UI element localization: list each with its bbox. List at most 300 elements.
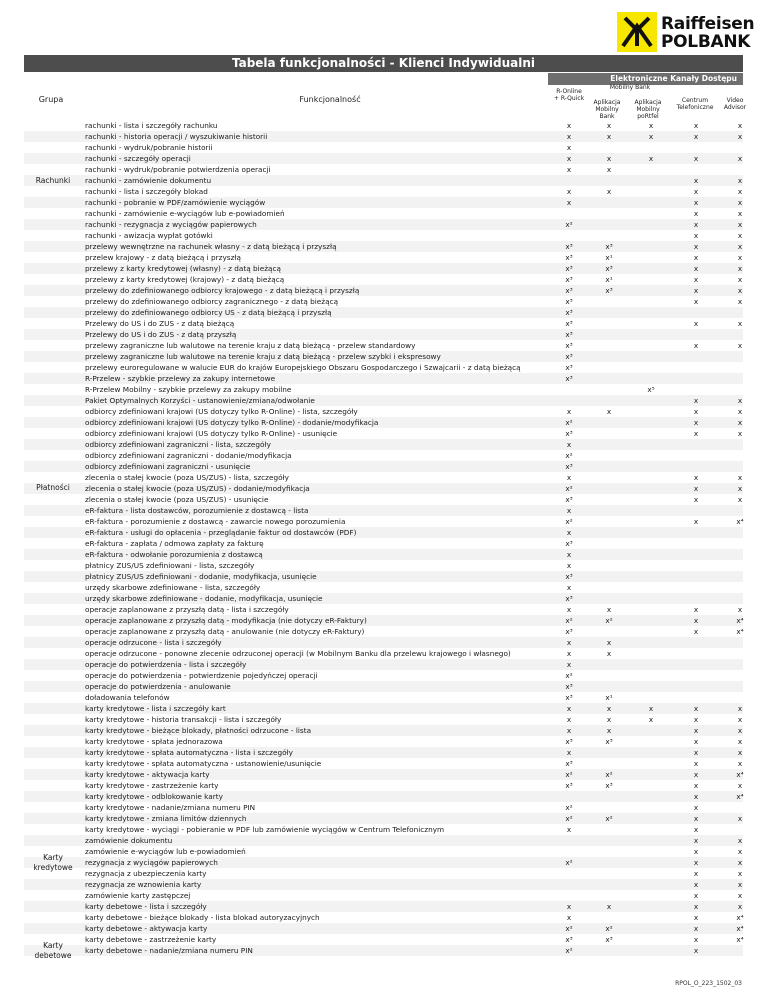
group-karty-debetowe: Karty debetowe	[34, 941, 72, 960]
table-row	[24, 615, 743, 626]
function-label: rachunki - wydruk/pobranie potwierdzenia operacji	[85, 165, 271, 174]
header-centrum: Centrum Telefoniczne	[676, 97, 714, 111]
availability-cell: x	[606, 649, 612, 658]
table-row	[24, 439, 743, 450]
availability-cell: x	[693, 627, 699, 636]
function-label: przelewy do zdefiniowanego odbiorcy zagranicznego - z datą bieżącą	[85, 297, 339, 306]
function-label: eR-faktura - zapłata / odmowa zapłaty za fakturę	[85, 539, 264, 548]
availability-cell: x	[737, 121, 743, 130]
function-label: urzędy skarbowe zdefiniowane - dodanie, modyfikacja, usunięcie	[85, 594, 323, 603]
function-label: zlecenia o stałej kwocie (poza US/ZUS) - dodanie/modyfikacja	[85, 484, 310, 493]
availability-cell: x³	[565, 759, 573, 768]
table-row	[24, 285, 743, 296]
availability-cell: x	[693, 770, 699, 779]
table-row	[24, 307, 743, 318]
availability-cell: x	[737, 869, 743, 878]
availability-cell: x³	[565, 363, 573, 372]
availability-cell: x³	[565, 319, 573, 328]
availability-cell: x³	[565, 308, 573, 317]
function-label: karty debetowe - aktywacja karty	[85, 924, 208, 933]
availability-cell: x	[566, 715, 572, 724]
availability-cell: x²	[565, 418, 573, 427]
availability-cell: x	[606, 704, 612, 713]
table-row	[24, 945, 743, 956]
availability-cell: x⁴	[736, 616, 744, 625]
function-label: rachunki - szczegóły operacji	[85, 154, 191, 163]
function-label: karty kredytowe - spłata automatyczna - ustanowienie/usunięcie	[85, 759, 322, 768]
table-row	[24, 131, 743, 142]
availability-cell: x	[566, 825, 572, 834]
header-funkcjonalnosc: Funkcjonalność	[299, 95, 361, 104]
function-label: odbiorcy zdefiniowani zagraniczni - lista, szczegóły	[85, 440, 271, 449]
function-label: przelewy zagraniczne lub walutowe na terenie kraju z datą bieżącą - przelew standardowy	[85, 341, 416, 350]
availability-cell: x	[648, 154, 654, 163]
availability-cell: x	[606, 154, 612, 163]
function-label: operacje zaplanowane z przyszłą datą - modyfikacja (nie dotyczy eR-Faktury)	[85, 616, 367, 625]
availability-cell: x	[693, 792, 699, 801]
availability-cell: x⁴	[736, 517, 744, 526]
availability-cell: x³	[605, 264, 613, 273]
function-label: karty kredytowe - aktywacja karty	[85, 770, 210, 779]
availability-cell: x	[566, 638, 572, 647]
availability-cell: x	[693, 275, 699, 284]
function-label: rachunki - pobranie w PDF/zamówienie wyciągów	[85, 198, 266, 207]
table-row	[24, 241, 743, 252]
table-row	[24, 153, 743, 164]
table-row	[24, 472, 743, 483]
function-label: rachunki - lista i szczegóły rachunku	[85, 121, 218, 130]
availability-cell: x	[737, 176, 743, 185]
availability-cell: x	[693, 847, 699, 856]
table-row	[24, 626, 743, 637]
function-label: karty kredytowe - zmiana limitów dziennych	[85, 814, 247, 823]
availability-cell: x	[737, 242, 743, 251]
availability-cell: x³	[565, 594, 573, 603]
availability-cell: x	[737, 154, 743, 163]
availability-cell: x²	[565, 451, 573, 460]
availability-cell: x	[693, 913, 699, 922]
availability-cell: x	[737, 495, 743, 504]
availability-cell: x	[566, 187, 572, 196]
function-label: rachunki - wydruk/pobranie historii	[85, 143, 213, 152]
function-label: eR-faktura - lista dostawców, porozumienie z dostawcą - lista	[85, 506, 309, 515]
function-label: karty debetowe - zastrzeżenie karty	[85, 935, 217, 944]
availability-cell: x³	[565, 495, 573, 504]
availability-cell: x	[648, 704, 654, 713]
availability-cell: x	[693, 154, 699, 163]
availability-cell: x	[566, 143, 572, 152]
availability-cell: x	[693, 781, 699, 790]
table-row	[24, 494, 743, 505]
availability-cell: x	[693, 418, 699, 427]
table-row	[24, 802, 743, 813]
availability-cell: x	[606, 187, 612, 196]
table-row	[24, 846, 743, 857]
availability-cell: x	[648, 715, 654, 724]
availability-cell: x	[693, 803, 699, 812]
availability-cell: x	[693, 858, 699, 867]
group-rachunki: Rachunki	[35, 176, 71, 185]
table-row	[24, 164, 743, 175]
function-label: eR-faktura - odwołanie porozumienia z dostawcą	[85, 550, 263, 559]
availability-cell: x	[737, 286, 743, 295]
table-row	[24, 725, 743, 736]
table-row	[24, 142, 743, 153]
table-row	[24, 549, 743, 560]
document-code: RPOL_O_223_1502_03	[675, 980, 742, 987]
function-label: przelewy z karty kredytowej (krajowy) - z datą bieżącą	[85, 275, 285, 284]
table-row	[24, 208, 743, 219]
availability-cell: x³	[605, 286, 613, 295]
function-label: przelewy z karty kredytowej (własny) - z datą bieżącą	[85, 264, 281, 273]
function-label: odbiorcy zdefiniowani krajowi (US dotyczy tylko R-Online) - dodanie/modyfikacja	[85, 418, 379, 427]
availability-cell: x³	[565, 429, 573, 438]
availability-cell: x²	[565, 770, 573, 779]
function-label: karty debetowe - nadanie/zmiana numeru PIN	[85, 946, 253, 955]
availability-cell: x	[737, 484, 743, 493]
function-label: R-Przelew Mobilny - szybkie przelewy za zakupy mobilne	[85, 385, 292, 394]
availability-cell: x²	[565, 946, 573, 955]
table-row	[24, 560, 743, 571]
function-label: eR-faktura - usługi do opłacenia - przeglądanie faktur od dostawców (PDF)	[85, 528, 357, 537]
availability-cell: x³	[565, 242, 573, 251]
function-label: doładowania telefonów	[85, 693, 170, 702]
availability-cell: x	[693, 869, 699, 878]
availability-cell: x	[737, 748, 743, 757]
availability-cell: x	[737, 253, 743, 262]
availability-cell: x	[737, 418, 743, 427]
availability-cell: x	[566, 649, 572, 658]
table-row	[24, 637, 743, 648]
availability-cell: x	[693, 726, 699, 735]
availability-cell: x	[737, 429, 743, 438]
table-row	[24, 340, 743, 351]
table-row	[24, 736, 743, 747]
table-row	[24, 362, 743, 373]
availability-cell: x	[606, 715, 612, 724]
table-row	[24, 648, 743, 659]
table-row	[24, 450, 743, 461]
availability-cell: x⁴	[736, 913, 744, 922]
channels-header: Elektroniczne Kanały Dostępu	[548, 73, 743, 85]
function-label: zamówienie e-wyciągów lub e-powiadomień	[85, 847, 246, 856]
availability-cell: x	[737, 891, 743, 900]
availability-cell: x	[737, 836, 743, 845]
table-row	[24, 197, 743, 208]
availability-cell: x	[566, 528, 572, 537]
function-label: przelewy do zdefiniowanego odbiorcy krajowego - z datą bieżącą i przyszłą	[85, 286, 360, 295]
availability-cell: x	[693, 737, 699, 746]
availability-cell: x³	[565, 462, 573, 471]
availability-cell: x³	[565, 341, 573, 350]
function-label: karty debetowe - lista i szczegóły	[85, 902, 207, 911]
table-row	[24, 604, 743, 615]
availability-cell: x	[606, 407, 612, 416]
function-label: odbiorcy zdefiniowani zagraniczni - dodanie/modyfikacja	[85, 451, 292, 460]
availability-cell: x	[566, 913, 572, 922]
table-row	[24, 758, 743, 769]
function-label: zamówienie dokumentu	[85, 836, 173, 845]
availability-cell: x	[566, 506, 572, 515]
availability-cell: x³	[605, 935, 613, 944]
table-row	[24, 428, 743, 439]
availability-cell: x	[693, 396, 699, 405]
table-row	[24, 230, 743, 241]
availability-cell: x	[566, 473, 572, 482]
availability-cell: x	[737, 814, 743, 823]
function-label: R-Przelew - szybkie przelewy za zakupy internetowe	[85, 374, 276, 383]
availability-cell: x	[606, 726, 612, 735]
availability-cell: x	[566, 165, 572, 174]
availability-cell: x³	[565, 374, 573, 383]
availability-cell: x	[566, 748, 572, 757]
availability-cell: x²	[605, 814, 613, 823]
function-label: rachunki - zamówienie e-wyciągów lub e-powiadomień	[85, 209, 285, 218]
function-label: karty kredytowe - lista i szczegóły kart	[85, 704, 226, 713]
availability-cell: x	[606, 121, 612, 130]
function-label: karty kredytowe - zastrzeżenie karty	[85, 781, 219, 790]
function-label: Przelewy do US i do ZUS - z datą bieżącą	[85, 319, 235, 328]
table-row	[24, 901, 743, 912]
table-row	[24, 659, 743, 670]
table-row	[24, 274, 743, 285]
availability-cell: x	[693, 484, 699, 493]
table-row	[24, 186, 743, 197]
function-label: urzędy skarbowe zdefiniowane - lista, szczegóły	[85, 583, 261, 592]
page-title: Tabela funkcjonalności - Klienci Indywidualni	[24, 55, 743, 72]
availability-cell: x	[737, 220, 743, 229]
table-row	[24, 681, 743, 692]
availability-cell: x	[693, 253, 699, 262]
availability-cell: x	[737, 847, 743, 856]
availability-cell: x³	[565, 572, 573, 581]
function-label: operacje do potwierdzenia - anulowanie	[85, 682, 231, 691]
function-label: rezygnacja z ubezpieczenia karty	[85, 869, 207, 878]
availability-cell: x²	[565, 220, 573, 229]
availability-cell: x	[737, 605, 743, 614]
table-row	[24, 703, 743, 714]
availability-cell: x	[737, 132, 743, 141]
function-label: operacje zaplanowane z przyszłą datą - lista i szczegóły	[85, 605, 289, 614]
availability-cell: x	[693, 814, 699, 823]
function-label: zlecenia o stałej kwocie (poza US/ZUS) - lista, szczegóły	[85, 473, 289, 482]
function-label: zamówienie karty zastępczej	[85, 891, 191, 900]
availability-cell: x²	[565, 616, 573, 625]
function-label: zlecenia o stałej kwocie (poza US/ZUS) - usunięcie	[85, 495, 269, 504]
function-label: płatnicy ZUS/US zdefiniowani - dodanie, modyfikacja, usunięcie	[85, 572, 317, 581]
table-row	[24, 538, 743, 549]
availability-cell: x	[693, 132, 699, 141]
function-label: rachunki - awizacja wypłat gotówki	[85, 231, 213, 240]
availability-cell: x	[693, 242, 699, 251]
availability-cell: x	[693, 616, 699, 625]
availability-cell: x³	[565, 264, 573, 273]
table-row	[24, 461, 743, 472]
table-row	[24, 912, 743, 923]
table-row	[24, 835, 743, 846]
function-label: rachunki - historia operacji / wyszukiwanie historii	[85, 132, 268, 141]
availability-cell: x	[737, 858, 743, 867]
function-label: przelewy euroregulowane w walucie EUR do krajów Europejskiego Obszaru Gospodarczego i Szwajcarii - z datą bieżącą	[85, 363, 521, 372]
table-row	[24, 384, 743, 395]
availability-cell: x	[737, 759, 743, 768]
availability-cell: x⁴	[736, 935, 744, 944]
availability-cell: x	[737, 880, 743, 889]
function-label: karty kredytowe - nadanie/zmiana numeru PIN	[85, 803, 256, 812]
availability-cell: x³	[565, 330, 573, 339]
table-row	[24, 571, 743, 582]
table-row	[24, 318, 743, 329]
function-label: operacje do potwierdzenia - potwierdzenie pojedyńczej operacji	[85, 671, 318, 680]
brand-line1: Raiffeisen	[661, 14, 755, 34]
availability-cell: x³	[605, 737, 613, 746]
function-label: odbiorcy zdefiniowani krajowi (US dotyczy tylko R-Online) - usunięcie	[85, 429, 338, 438]
availability-cell: x	[693, 264, 699, 273]
availability-cell: x⁴	[736, 770, 744, 779]
availability-cell: x²	[605, 616, 613, 625]
availability-cell: x	[566, 704, 572, 713]
availability-cell: x¹	[605, 275, 613, 284]
table-row	[24, 373, 743, 384]
header-app-mobile-bank: Aplikacja Mobilny Bank	[593, 99, 621, 120]
availability-cell: x	[693, 935, 699, 944]
function-label: przelewy zagraniczne lub walutowe na terenie kraju z datą bieżącą - przelew szybki i ekspresowy	[85, 352, 441, 361]
table-row	[24, 879, 743, 890]
availability-cell: x	[737, 264, 743, 273]
availability-cell: x	[737, 231, 743, 240]
table-row	[24, 417, 743, 428]
availability-cell: x³	[565, 935, 573, 944]
availability-cell: x	[566, 660, 572, 669]
table-row	[24, 120, 743, 131]
function-label: przelew krajowy - z datą bieżącą i przyszłą	[85, 253, 241, 262]
availability-cell: x	[606, 605, 612, 614]
availability-cell: x	[566, 561, 572, 570]
availability-cell: x	[693, 319, 699, 328]
table-row	[24, 791, 743, 802]
availability-cell: x¹	[605, 693, 613, 702]
function-label: rachunki - zamówienie dokumentu	[85, 176, 212, 185]
availability-cell: x	[693, 517, 699, 526]
table-row	[24, 395, 743, 406]
table-row	[24, 175, 743, 186]
header-app-portfel: Aplikacja Mobilny poRtfel	[634, 99, 662, 120]
function-label: karty kredytowe - wyciągi - pobieranie w PDF lub zamówienie wyciągów w Centrum Telefonicznym	[85, 825, 445, 834]
availability-cell: x³	[565, 286, 573, 295]
availability-cell: x	[566, 726, 572, 735]
function-label: rachunki - lista i szczegóły blokad	[85, 187, 208, 196]
table-row	[24, 868, 743, 879]
availability-cell: x²	[565, 858, 573, 867]
availability-cell: x	[737, 319, 743, 328]
table-row	[24, 219, 743, 230]
availability-cell: x	[566, 902, 572, 911]
availability-cell: x	[648, 121, 654, 130]
function-label: karty kredytowe - odblokowanie karty	[85, 792, 223, 801]
table-row	[24, 824, 743, 835]
availability-cell: x	[693, 209, 699, 218]
availability-cell: x	[693, 297, 699, 306]
availability-cell: x	[693, 759, 699, 768]
availability-cell: x²	[605, 770, 613, 779]
availability-cell: x³	[565, 682, 573, 691]
availability-cell: x²	[605, 924, 613, 933]
availability-cell: x	[737, 341, 743, 350]
availability-cell: x	[693, 880, 699, 889]
availability-cell: x	[693, 198, 699, 207]
function-label: przelewy do zdefiniowanego odbiorcy US - z datą bieżącą i przyszłą	[85, 308, 332, 317]
availability-cell: x	[693, 748, 699, 757]
table-row	[24, 813, 743, 824]
table-row	[24, 252, 743, 263]
table-row	[24, 527, 743, 538]
table-row	[24, 934, 743, 945]
function-label: karty kredytowe - bieżące blokady, płatności odrzucone - lista	[85, 726, 312, 735]
availability-cell: x	[693, 187, 699, 196]
availability-cell: x	[566, 121, 572, 130]
availability-cell: x	[566, 132, 572, 141]
availability-cell: x	[693, 704, 699, 713]
availability-cell: x³	[565, 253, 573, 262]
function-label: operacje odrzucone - lista i szczegóły	[85, 638, 222, 647]
availability-cell: x²	[565, 814, 573, 823]
availability-cell: x	[648, 132, 654, 141]
availability-cell: x⁵	[647, 385, 655, 394]
availability-cell: x³	[565, 737, 573, 746]
availability-cell: x³	[565, 275, 573, 284]
function-label: odbiorcy zdefiniowani krajowi (US dotyczy tylko R-Online) - lista, szczegóły	[85, 407, 358, 416]
availability-cell: x	[737, 187, 743, 196]
table-row	[24, 582, 743, 593]
table-row	[24, 593, 743, 604]
availability-cell: x	[693, 286, 699, 295]
availability-cell: x	[737, 407, 743, 416]
table-row	[24, 483, 743, 494]
availability-cell: x	[693, 220, 699, 229]
availability-cell: x¹	[605, 253, 613, 262]
table-row	[24, 670, 743, 681]
group-karty-kredytowe: Karty kredytowe	[33, 853, 73, 872]
availability-cell: x	[566, 198, 572, 207]
table-row	[24, 351, 743, 362]
table-row	[24, 263, 743, 274]
availability-cell: x²	[565, 671, 573, 680]
availability-cell: x	[737, 737, 743, 746]
table-row	[24, 406, 743, 417]
table-row	[24, 714, 743, 725]
availability-cell: x³	[605, 242, 613, 251]
availability-cell: x	[693, 825, 699, 834]
availability-cell: x	[693, 891, 699, 900]
function-label: karty debetowe - bieżące blokady - lista blokad autoryzacyjnych	[85, 913, 320, 922]
availability-cell: x⁴	[736, 924, 744, 933]
function-label: Pakiet Optymalnych Korzyści - ustanowienie/zmiana/odwołanie	[85, 396, 315, 405]
header-grupa: Grupa	[38, 95, 64, 104]
table-row	[24, 747, 743, 758]
availability-cell: x	[606, 165, 612, 174]
availability-cell: x	[737, 902, 743, 911]
function-label: eR-faktura - porozumienie z dostawcą - zawarcie nowego porozumienia	[85, 517, 346, 526]
availability-cell: x	[566, 605, 572, 614]
availability-cell: x	[566, 550, 572, 559]
availability-cell: x²	[565, 924, 573, 933]
availability-cell: x	[737, 704, 743, 713]
availability-cell: x	[737, 726, 743, 735]
function-label: karty kredytowe - spłata jednorazowa	[85, 737, 223, 746]
availability-cell: x²	[565, 803, 573, 812]
function-label: rezygnacja z wyciągów papierowych	[85, 858, 218, 867]
table-row	[24, 857, 743, 868]
